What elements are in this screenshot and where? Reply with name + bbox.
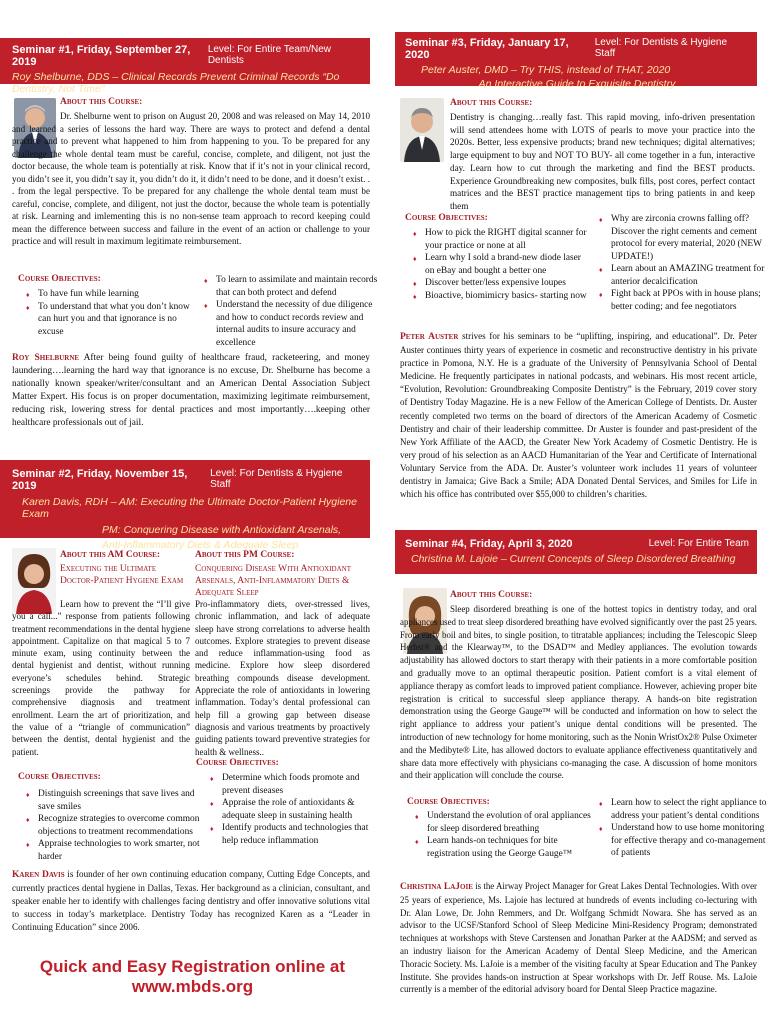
objective-item: ♦ Identify products and technologies that help reduce inflammation: [216, 822, 381, 847]
seminar-1-objectives-heading: Course Objectives:: [18, 274, 101, 284]
seminar-2-pm-title: Conquering Disease With Antioxidant Arsenals, Anti-Inflammatory Diets & Adequate Sleep: [195, 564, 351, 598]
objective-item: ♦ Learn why I sold a brand-new diode laser on eBay and bought a better one: [419, 252, 587, 277]
seminar-4-subtitle: Christina M. Lajoie – Current Concepts of Sleep Disordered Breathing: [411, 553, 736, 565]
objective-item: ♦ Determine which foods promote and prevent diseases: [216, 772, 381, 797]
seminar-1-about-heading: About this Course:: [60, 97, 143, 107]
seminar-4-bio-text: is the Airway Project Manager for Great Lakes Dental Technologies. With over 25 years of experience, Ms. Lajoie has lectured at hundreds of events including co-lecturing with Dr. Alan Lowe, Dr. John Remmers, and Dr. Wolfgang Schmidt Nowara. She has served as an advisor to the UCSF/Stanford School of Sleep Medicine Mini-Residency Program; demonstrated techniques at workshops with Steve Carstensen and Jonathan Parker at the AADSM; and served as an industry liaison for the American Academy of Dental Sleep Medicine, and the American Thoracic Society. Ms. LaJoie is a member of the visiting faculty at Spear Education and The Pankey Institute. She provides hands-on instruction at Spear workshops with Dr. Jeff Rouse. Ms. LaJoie currently is a member of the editorial advisory board for Dental Sleep Practice magazine.: [400, 881, 757, 995]
objective-item: ♦ Learn about an AMAZING treatment for anterior decalcification: [605, 263, 767, 288]
objective-item: ♦ Appraise the role of antioxidants & adequate sleep in sustaining health: [216, 797, 381, 822]
seminar-3-subtitle-2: An Interactive Guide to Exquisite Dentistry: [478, 78, 676, 90]
seminar-4-header: [395, 530, 757, 574]
seminar-4-objectives-heading: Course Objectives:: [407, 797, 490, 807]
seminar-3-objectives-right: [595, 213, 767, 313]
objective-item: ♦ Understand how to use home monitoring for effective therapy and co-management of patients: [605, 822, 767, 860]
seminar-4-objectives-right: [595, 797, 767, 860]
seminar-2-objectives-right: [206, 772, 381, 847]
seminar-3-bio: [400, 330, 757, 501]
objective-item: ♦ Appraise technologies to work smarter, not harder: [32, 838, 202, 863]
seminar-4-objectives-left: [411, 810, 593, 860]
seminar-3-about-text: Dentistry is changing…really fast. This rapid moving, info-driven presentation will send attendees home with LOTS of pearls to move your practice into the 2020s. Better, less expensive products; brand new techniques; digital alternatives; large equipment to buy and NOT TO BUY- all come together in a fun, interactive day. Learn how to cut through the marketing and find the BEST products. Experience Groundbreaking new composites, bulk fills, post cores, perfect contact matrices and the BEST practice management tips to bring patients in and keep them: [450, 112, 755, 211]
seminar-2-objectives-heading-left: Course Objectives:: [18, 772, 101, 782]
seminar-2-am-heading: About this AM Course:: [60, 550, 160, 560]
seminar-3-title: Seminar #3, Friday, January 17, 2020: [405, 37, 569, 61]
seminar-2-bio: [12, 868, 370, 934]
seminar-2-bio-text: is founder of her own continuing education company, Cutting Edge Concepts, and currently practices dental hygiene in Dallas, Texas. Her background as a clinician, consultant, and speaker enable her to identify with challenges facing dentistry and offer innovative solutions vital to success in today’s marketplace. Dentistry Today has recognized Karen as a “Leader in Continuing Education” since 2006.: [12, 869, 370, 932]
objective-item: ♦ Discover better/less expensive loupes: [419, 277, 587, 290]
objective-item: ♦ Understand the necessity of due diligence and how to conduct records review and internal audits to insure accuracy and excellence: [210, 299, 378, 349]
seminar-4-level: Level: For Entire Team: [648, 538, 749, 549]
seminar-2-subtitle-pm: PM: Conquering Disease with Antioxidant Arsenals, Anti-Inflammatory Diets & Adequate Sleep: [102, 524, 342, 551]
seminar-4-bio: [400, 880, 757, 996]
seminar-1-objectives-left: [22, 288, 200, 338]
objective-item: ♦ Bioactive, biomimicry basics- starting now: [419, 290, 587, 303]
seminar-3-subtitle-1: Peter Auster, DMD – Try THIS, instead of THAT, 2020: [421, 64, 671, 76]
right-column: [385, 0, 770, 1024]
registration-link[interactable]: Quick and Easy Registration online at www.mbds.org: [39, 957, 346, 996]
seminar-2-header: [0, 460, 370, 551]
seminar-1-level: Level: For Entire Team/New Dentists: [207, 44, 332, 66]
objective-item: ♦ To learn to assimilate and maintain records that can both protect and defend: [210, 274, 378, 299]
objective-item: ♦ Why are zirconia crowns falling off? Discover the right cements and cement protocol for every material, 2020 (NEW UPDATE!): [605, 213, 767, 263]
seminar-2-objectives-heading-right: Course Objectives:: [196, 758, 279, 768]
seminar-1-title: Seminar #1, Friday, September 27, 2019: [12, 44, 191, 68]
seminar-3-objectives-heading: Course Objectives:: [405, 213, 488, 223]
objective-item: ♦ To understand that what you don’t know can hurt you and that ignorance is no excuse: [32, 301, 200, 339]
seminar-1-about-text: Dr. Shelburne went to prison on August 20, 2008 and was released on May 14, 2010 and learned a series of lessons the hard way. There are ways to protect and defend a dental practice and to prevent what happened to him from happening to you. To be prepared for any challenge the whole dental team must be careful, concise, complete, and diligent, not just the doctor because, the whole team is potentially at risk. Know that if it’s not in your clinical record, you didn’t see it, you didn’t say it, you didn’t do it, it didn’t need to be done, and it doesn’t exist. . . from the legal perspective. To be prepared for any challenge the whole dental team must be careful, concise, complete, and diligent, not just the doctor, because the whole team is potentially at risk. Learning and imlementing this is no non-sense team approach to record keeping could mean the difference between success and failure in the event of an action or challenge to your practice and will result in maximum legitimate reimbursement.: [12, 111, 370, 246]
seminar-1-subtitle: Roy Shelburne, DDS – Clinical Records Prevent Criminal Records “Do Dentistry, Not Time”: [12, 71, 340, 95]
objective-item: ♦ Learn hands-on techniques for bite registration using the George Gauge™: [421, 835, 593, 860]
seminar-3-level: Level: For Dentists & Hygiene Staff: [594, 37, 728, 59]
seminar-1-bio: [12, 352, 370, 430]
seminar-2-title: Seminar #2, Friday, November 15, 2019: [12, 468, 188, 492]
objective-item: ♦ Distinguish screenings that save lives and save smiles: [32, 788, 202, 813]
objective-item: ♦ How to pick the RIGHT digital scanner for your practice or none at all: [419, 227, 587, 252]
seminar-3-about-heading: About this Course:: [450, 98, 533, 108]
seminar-1-bio-text: After being found guilty of healthcare fraud, racketeering, and money laundering….learning the hard way that ignorance is no excuse, Dr. Shelburne has become a nationally known speaker/writer/consultant and an American Dental Association Subject Matter Expert. His focus is on proper documentation, maximizing legitimate reimbursement, reducing risk, lowering stress for dental practices and most importantly….keeping other healthcare professionals out of jail.: [12, 353, 370, 428]
peter-auster-photo: [400, 98, 444, 162]
seminar-2-pm-text: Pro-inflammatory diets, over-stressed lives, chronic inflammation, and lack of adequate sleep have strong correlations to adverse health outcomes. Explore strategies to prevent disease and reduce inflammation-using food as medicine. Explore how sleep disordered breathing compounds disease development. Appreciate the role of antioxidants in lowering inflammation. Today’s dental professional can help fill a growing gap between disease diagnosis and various treatments by proactively guiding patients toward preventive strategies for health & wellness..: [195, 599, 370, 757]
objective-item: ♦ Recognize strategies to overcome common objections to treatment recommendations: [32, 813, 202, 838]
seminar-3-bio-name: Peter Auster: [400, 332, 459, 342]
objective-item: ♦ To have fun while learning: [32, 288, 200, 301]
seminar-2-pm-heading: About this PM Course:: [195, 550, 295, 560]
seminar-4-bio-name: Christina LaJoie: [400, 882, 473, 892]
objective-item: ♦ Fight back at PPOs with in house plans; better coding; and fee negotiators: [605, 288, 767, 313]
seminar-2-subtitle-am: Karen Davis, RDH – AM: Executing the Ultimate Doctor-Patient Hygiene Exam: [22, 496, 357, 520]
seminar-2-objectives-left: [22, 788, 202, 863]
seminar-1-bio-name: Roy Shelburne: [12, 353, 80, 363]
seminar-4-about-heading: About this Course:: [450, 590, 533, 600]
seminar-2-am-title: Executing the Ultimate Doctor-Patient Hygiene Exam: [60, 564, 184, 586]
seminar-2-am-text: Learn how to prevent the “I’ll give you a call...” response from patients following treatment recommendations in the dental hygiene appointment. Capitalize on that magical 5 to 7 minute exam, using continuity between the dental hygienist and dentist, without running everyone’s schedules behind. Strategic screenings provide the pathway for comprehensive diagnosis and treatment enrollment. Learn the art of prioritization, and the value of a “triangle of communication” between the dentist, dental hygienist and the patient.: [12, 599, 190, 757]
seminar-4-about-text: Sleep disordered breathing is one of the hottest topics in dentistry today, and oral appliances used to treat sleep disordered breathing have evolved significantly over the past 25 years. From early boil and bites, to single position, to titratable appliances; including the Telescopic Sleep Herbst® and the Klearway™, to the DSAD™ and Medley appliances. The evolution towards adjustability has allowed doctors to start therapy with their patients in a more comfortable position and gradually move to an optimal therapeutic position. Patient comfort is a vital element of appliance therapy as comfort leads to improved patient compliance. However, achieving proper bite registration is critical to successful sleep appliance therapy. A hands-on bite registration demonstration using the George Gauge™ will be conducted and information on how to select the right appliance to address your patient’s unique dental conditions will be presented. The introduction of new technology for home monitoring, such as the Nonin WristOx2® Pulse Oximeter and the Medibyte® Lite, has allowed doctors to evaluate appliance effectiveness quantitatively and share data more effectively with physicians co-managing the case. A discussion of home monitors and their application will conclude the course.: [400, 604, 757, 781]
seminar-3-objectives-left: [409, 227, 587, 302]
seminar-1-header: [0, 38, 370, 95]
seminar-4-title: Seminar #4, Friday, April 3, 2020: [405, 538, 573, 550]
seminar-3-header: [395, 32, 757, 90]
seminar-2-level: Level: For Dentists & Hygiene Staff: [210, 468, 343, 490]
objective-item: ♦ Understand the evolution of oral appliances for sleep disordered breathing: [421, 810, 593, 835]
seminar-1-objectives-right: [200, 274, 378, 349]
seminar-2-bio-name: Karen Davis: [12, 870, 65, 880]
objective-item: ♦ Learn how to select the right appliance to address your patient’s dental conditions: [605, 797, 767, 822]
seminar-3-bio-text: strives for his seminars to be “uplifting, inspiring, and educational”. Dr. Peter Auster continues thirty years of experience in cosmetic and reconstructive dentistry in his private practice in Pomona, N.Y. He is a graduate of the University of Pennsylvania School of Dental Medicine. He frequently participates in national podcasts, and webinars. His most recent article, “Evolution, Revolution: Groundbreaking Composite Dentistry” is the February, 2019 cover story of Dentistry Today Magazine. He is a new Fellow of the American College of Dentists. Dr. Auster recently completed two terms on the board of directors of the American Academy of Cosmetic Dentistry and chair of their leadership committee. Dr Auster is founder and past-president of the New York Affiliate of the AACD, the Greater New York Academy of Cosmetic Dentistry. He is very proud of his selection as an AACD Humanitarian of the Year and Certificate of International Voluntary Service from the ADA. Dr. Auster’s volunteer work includes 11 years of volunteer dentistry in Jamaica; Give Back a Smile; ADA Donated Dental Services, and Smiles for Life in which his office has contributed over $55,000 to children’s charities.: [400, 331, 757, 500]
